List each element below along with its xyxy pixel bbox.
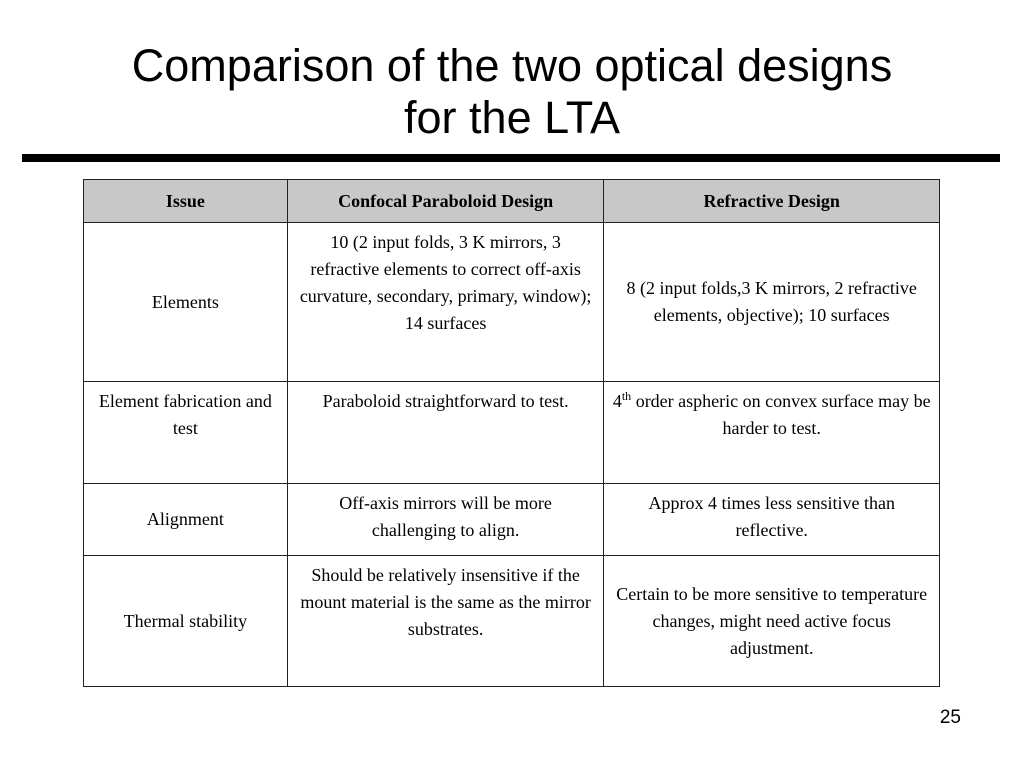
cell-refractive: Approx 4 times less sensitive than reflective. <box>604 484 940 556</box>
cell-paraboloid: Should be relatively insensitive if the mount material is the same as the mirror substrates. <box>287 556 604 687</box>
cell-refractive <box>604 382 940 484</box>
slide-title <box>0 40 1024 144</box>
slide-title-line-2: for the LTA <box>404 92 620 143</box>
cell-issue: Alignment <box>84 484 288 556</box>
cell-issue: Thermal stability <box>84 556 288 687</box>
cell-issue: Element fabrication and test <box>84 382 288 484</box>
header-paraboloid-design: Confocal Paraboloid Design <box>287 180 604 223</box>
table-row <box>84 382 940 484</box>
page-number: 25 <box>939 707 961 728</box>
table-row <box>84 556 940 687</box>
header-issue: Issue <box>84 180 288 223</box>
cell-refractive: Certain to be more sensitive to temperature changes, might need active focus adjustment. <box>604 556 940 687</box>
header-refractive-design: Refractive Design <box>604 180 940 223</box>
cell-paraboloid: Paraboloid straightforward to test. <box>287 382 604 484</box>
cell-paraboloid: Off-axis mirrors will be more challenging to align. <box>287 484 604 556</box>
cell-paraboloid: 10 (2 input folds, 3 K mirrors, 3 refractive elements to correct off-axis curvature, secondary, primary, window); 14 surfaces <box>287 223 604 382</box>
cell-refractive-rest: order aspheric on convex surface may be harder to test. <box>631 391 931 438</box>
cell-refractive-superscript: th <box>621 389 632 403</box>
cell-issue: Elements <box>84 223 288 382</box>
cell-refractive: 8 (2 input folds,3 K mirrors, 2 refractive elements, objective); 10 surfaces <box>604 223 940 382</box>
slide-title-line-1: Comparison of the two optical designs <box>131 40 893 91</box>
comparison-table <box>83 179 940 687</box>
cell-refractive-ordinal: 4 <box>612 391 622 411</box>
table-header-row <box>84 180 940 223</box>
table-row <box>84 223 940 382</box>
title-divider <box>22 154 1000 162</box>
table-row <box>84 484 940 556</box>
